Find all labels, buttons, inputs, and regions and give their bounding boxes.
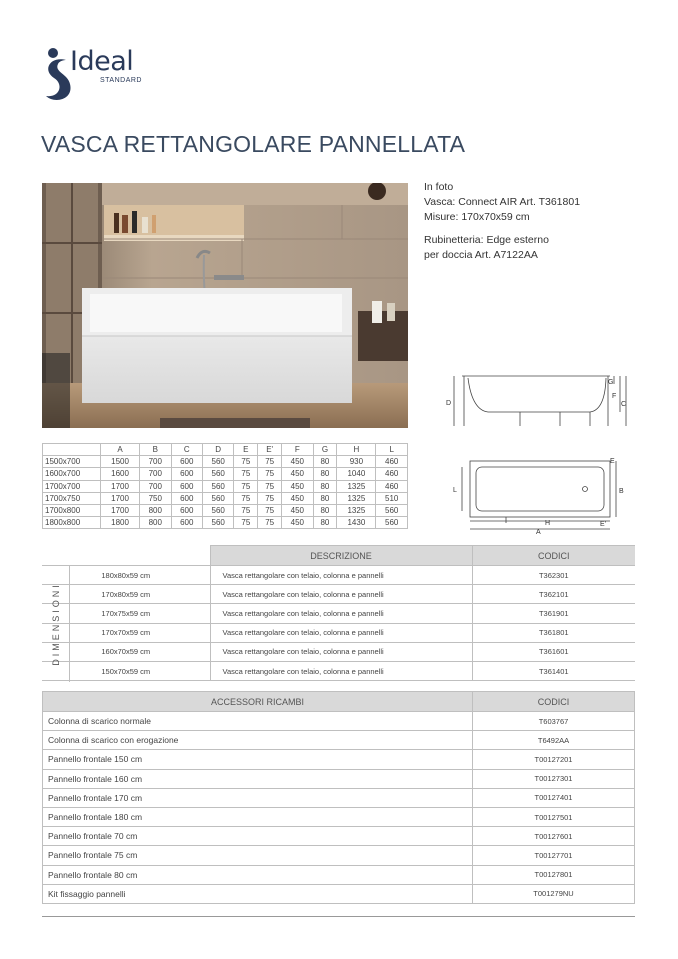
table-row: 1700x800 1700 800 600 560 75 75 450 80 1325 560 xyxy=(43,504,408,516)
table-row: Pannello frontale 70 cm T00127601 xyxy=(43,827,635,846)
table-row: 170x80x59 cm Vasca rettangolare con telaio, colonna e pannelli T362101 xyxy=(42,585,635,604)
table-row: 1800x800 1800 800 600 560 75 75 450 80 1430 560 xyxy=(43,517,408,529)
product-photo xyxy=(42,183,408,428)
table-row: 1700x700 1700 700 600 560 75 75 450 80 1325 460 xyxy=(43,480,408,492)
table-header-row xyxy=(42,546,635,566)
table-row: 150x70x59 cm Vasca rettangolare con telaio, colonna e pannelli T361401 xyxy=(42,661,635,680)
info-line: Rubinetteria: Edge esterno xyxy=(424,234,549,246)
table-row: 170x75x59 cm Vasca rettangolare con telaio, colonna e pannelli T361901 xyxy=(42,604,635,623)
footer-divider xyxy=(42,916,635,917)
info-heading: In foto xyxy=(424,181,454,193)
diagram-label: G xyxy=(608,379,614,386)
table-header-row: A B C D E E' F G H L xyxy=(43,444,408,456)
table-row: Pannello frontale 75 cm T00127701 xyxy=(43,846,635,865)
diagram-label: H xyxy=(545,520,551,527)
table-row: Colonna di scarico normale T603767 xyxy=(43,712,635,731)
diagram-label: L xyxy=(453,487,457,494)
top-view-diagram xyxy=(440,455,630,535)
table-row: Pannello frontale 150 cm T00127201 xyxy=(43,750,635,769)
table-row: Pannello frontale 80 cm T00127801 xyxy=(43,865,635,884)
diagram-label: D xyxy=(446,400,452,407)
header-description: DESCRIZIONE xyxy=(210,546,472,566)
header-accessories: ACCESSORI RICAMBI xyxy=(43,692,473,712)
diagram-label: A xyxy=(536,529,541,535)
photo-info xyxy=(424,180,624,263)
header-codes: CODICI xyxy=(472,546,635,566)
table-row: Pannello frontale 170 cm T00127401 xyxy=(43,788,635,807)
accessories-table xyxy=(42,691,635,904)
page-title: VASCA RETTANGOLARE PANNELLATA xyxy=(41,131,466,157)
table-row: 1700x750 1700 750 600 560 75 75 450 80 1325 510 xyxy=(43,492,408,504)
header-codes: CODICI xyxy=(473,692,635,712)
diagram-label: E xyxy=(610,458,615,465)
brand-name: Ideal xyxy=(70,46,134,77)
dimensions-side-label: DIMENSIONI xyxy=(42,566,70,682)
table-row: Kit fissaggio pannelli T001279NU xyxy=(43,884,635,903)
dimensions-table xyxy=(42,443,408,529)
brand-logo xyxy=(40,44,150,106)
products-table xyxy=(42,545,635,681)
table-header-row xyxy=(43,692,635,712)
table-row: 170x70x59 cm Vasca rettangolare con telaio, colonna e pannelli T361801 xyxy=(42,623,635,642)
side-view-diagram xyxy=(440,370,630,430)
info-line: per doccia Art. A7122AA xyxy=(424,249,538,261)
table-row: Colonna di scarico con erogazione T6492AA xyxy=(43,731,635,750)
diagram-label: E' xyxy=(600,521,607,528)
diagram-label: F xyxy=(612,393,617,400)
table-row: 180x80x59 cm Vasca rettangolare con telaio, colonna e pannelli T362301 xyxy=(42,566,635,585)
table-row: 1500x700 1500 700 600 560 75 75 450 80 930 460 xyxy=(43,456,408,468)
table-row: 160x70x59 cm Vasca rettangolare con telaio, colonna e pannelli T361601 xyxy=(42,642,635,661)
info-line: Vasca: Connect AIR Art. T361801 xyxy=(424,196,581,208)
table-row: Pannello frontale 160 cm T00127301 xyxy=(43,769,635,788)
diagram-label: C xyxy=(621,401,627,408)
table-row: 1600x700 1600 700 600 560 75 75 450 80 1040 460 xyxy=(43,468,408,480)
info-line: Misure: 170x70x59 cm xyxy=(424,211,530,223)
diagram-label: B xyxy=(619,488,624,495)
brand-sub: STANDARD xyxy=(100,77,142,84)
table-row: Pannello frontale 180 cm T00127501 xyxy=(43,807,635,826)
